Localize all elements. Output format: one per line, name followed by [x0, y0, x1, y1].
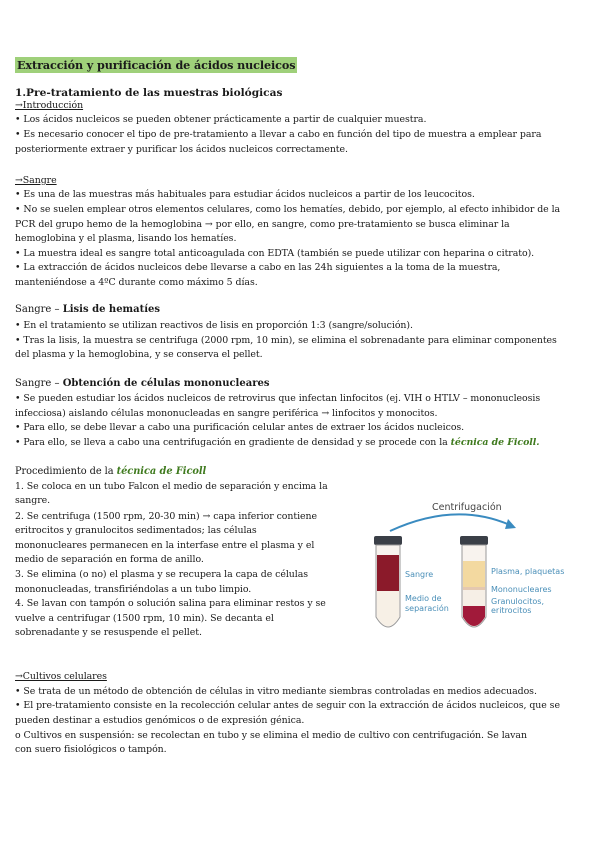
ficoll-step: medio de separación en forma de anillo. — [15, 554, 204, 565]
intro-line: • Es necesario conocer el tipo de pre-tratamiento a llevar a cabo en función del tipo de muestra a emplear para — [15, 129, 542, 140]
sangre-line: hemoglobina y el plasma, lisando los hematíes. — [15, 233, 237, 244]
mono-line: infecciosa) aislando células mononucleadas en sangre periférica → linfocitos y monocitos. — [15, 408, 438, 419]
tube-right — [460, 536, 488, 627]
ficoll-step: sangre. — [15, 495, 51, 506]
sangre-line: PCR del grupo hemo de la hemoglobina → por ello, en sangre, como pre-tratamiento se busca eliminar la — [15, 219, 510, 230]
sangre-line: • Es una de las muestras más habituales para estudiar ácidos nucleicos a partir de los leucocitos. — [15, 189, 475, 200]
mono-line: • Para ello, se lleva a cabo una centrifugación en gradiente de densidad y se procede con la técnica de Ficoll. — [15, 437, 540, 448]
mono-line: • Para ello, se debe llevar a cabo una purificación celular antes de extraer los ácidos nucleicos. — [15, 422, 465, 433]
blood-layer — [377, 555, 399, 591]
sangre-line: • La muestra ideal es sangre total anticoagulada con EDTA (también se puede utilizar con heparina o citrato). — [15, 248, 535, 259]
label-sangre: Sangre — [405, 570, 434, 579]
arrow-icon — [390, 514, 510, 531]
ficoll-step: 2. Se centrifuga (1500 rpm, 20-30 min) → capa inferior contiene — [15, 511, 318, 522]
document-title: Extracción y purificación de ácidos nucleicos — [17, 58, 296, 72]
label-eritrocitos: eritrocitos — [491, 606, 532, 615]
lisis-line: • En el tratamiento se utilizan reactivos de lisis en proporción 1:3 (sangre/solución). — [15, 320, 413, 331]
cultivos-line: pueden destinar a estudios genómicos o de expresión génica. — [15, 715, 305, 726]
plasma-layer — [463, 561, 485, 587]
ficoll-step: vuelve a centrifugar (1500 rpm, 10 min). Se decanta el — [15, 613, 274, 624]
intro-label: →Introducción — [15, 100, 84, 111]
mono-heading: Sangre – Obtención de células mononucleares — [15, 378, 270, 389]
mono-line: • Se pueden estudiar los ácidos nucleicos de retrovirus que infectan linfocitos (ej. VIH o HTLV – mononucleosis — [15, 393, 541, 404]
lisis-line: • Tras la lisis, la muestra se centrifuga (2000 rpm, 10 min), se elimina el sobrenadante para eliminar componentes — [15, 335, 557, 346]
ficoll-heading: Procedimiento de la técnica de Ficoll — [15, 466, 207, 477]
cultivos-label: →Cultivos celulares — [15, 671, 107, 682]
cultivos-line: • El pre-tratamiento consiste en la recolección celular antes de seguir con la extracción de ácidos nucleicos, que se — [15, 700, 560, 711]
figure-title: Centrifugación — [432, 502, 502, 513]
ficoll-step: mononucleares permanecen en la interfase entre el plasma y el — [15, 540, 315, 551]
label-granulocitos: Granulocitos, — [491, 597, 545, 606]
intro-line: posteriormente extraer y purificar los ácidos nucleicos correctamente. — [15, 144, 348, 155]
ficoll-step: mononucleadas, transfiriéndolas a un tubo limpio. — [15, 584, 252, 595]
cultivos-line: o Cultivos en suspensión: se recolectan en tubo y se elimina el medio de cultivo con centrifugación. Se lavan — [15, 730, 527, 741]
label-plasma: Plasma, plaquetas — [491, 567, 565, 576]
ficoll-step: 3. Se elimina (o no) el plasma y se recupera la capa de células — [15, 569, 309, 580]
ficoll-step: 4. Se lavan con tampón o solución salina para eliminar restos y se — [15, 598, 326, 609]
label-separacion: separación — [405, 604, 449, 613]
sangre-label: →Sangre — [15, 175, 57, 186]
label-medio: Medio de — [405, 594, 442, 603]
medium-layer — [377, 591, 399, 626]
section-heading: 1.Pre-tratamiento de las muestras biológicas — [15, 87, 283, 99]
tube-left — [374, 536, 402, 627]
intro-line: • Los ácidos nucleicos se pueden obtener prácticamente a partir de cualquier muestra. — [15, 114, 427, 125]
sangre-line: • La extracción de ácidos nucleicos debe llevarse a cabo en las 24h siguientes a la toma de la muestra, — [15, 262, 501, 273]
arrow-head-icon — [505, 519, 516, 529]
sangre-line: • No se suelen emplear otros elementos celulares, como los hematíes, debido, por ejemplo, al efecto inhibidor de la — [15, 204, 561, 215]
cultivos-line: con suero fisiológicos o tampón. — [15, 744, 167, 755]
ficoll-step: sobrenadante y se resuspende el pellet. — [15, 627, 202, 638]
ficoll-step: eritrocitos y granulocitos sedimentados; las células — [15, 525, 257, 536]
label-mononucleares: Mononucleares — [491, 585, 552, 594]
lisis-line: del plasma y la hemoglobina, y se conserva el pellet. — [15, 349, 263, 360]
sangre-line: manteniéndose a 4ºC durante como máximo 5 días. — [15, 277, 258, 288]
cultivos-line: • Se trata de un método de obtención de células in vitro mediante siembras controladas en medios adecuados. — [15, 686, 537, 697]
lisis-heading: Sangre – Lisis de hematíes — [15, 304, 161, 315]
centrifugation-figure — [360, 497, 580, 637]
ficoll-step: 1. Se coloca en un tubo Falcon el medio de separación y encima la — [15, 481, 328, 492]
